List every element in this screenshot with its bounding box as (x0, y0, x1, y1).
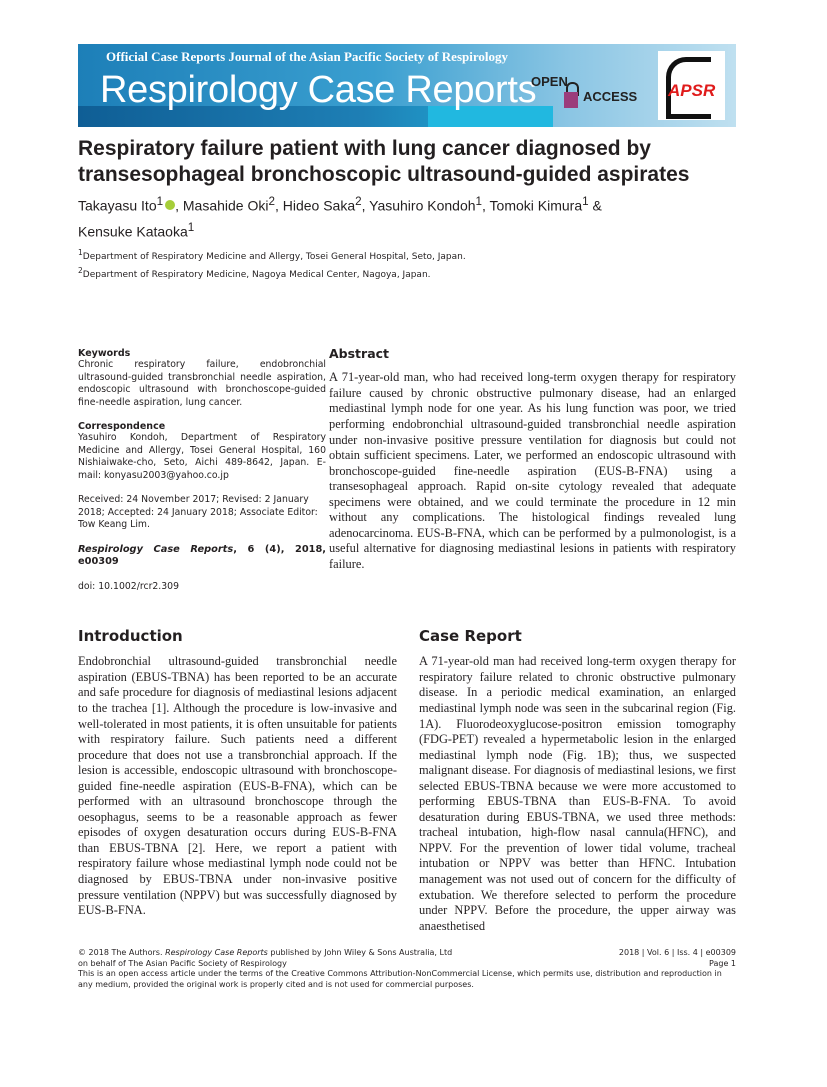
affiliations: $^1$Department of Respiratory Medicine and Allergy, Tosei General Hospital, Seto, Japan. $^2$Department of Respiratory Medicine, Nagoya Medical Center, Nagoya, Japan. (78, 248, 466, 281)
case-report-heading: Case Report (419, 627, 522, 646)
issue-info: 2018 | Vol. 6 | Iss. 4 | e00309 (618, 948, 736, 958)
introduction-heading: Introduction (78, 627, 183, 646)
page-footer (78, 948, 736, 990)
keywords-heading: Keywords (78, 348, 131, 360)
correspondence-heading: Correspondence (78, 421, 166, 433)
page-number: Page 1 (709, 958, 736, 968)
case-report-text: A 71-year-old man had received long-term oxygen therapy for respiratory failure related to chronic obstructive pulmonary disease. In a periodic medical examination, an enlarged mediastinal lymph node was seen in the subcarinal region (Fig. 1A). Fluorodeoxyglucose-positron emission tomography (FDG-PET) revealed a hypermetabolic lesion in the enlarged mediastinal lymph node (Fig. 1B); thus, we suspected malignant disease. For diagnosis of mediastinal lesions, we first selected EBUS-TBNA because we were more accustomed to performing EBUS-TBNA than EUS-B-FNA. To avoid desaturation during EBUS-TBNA, we used three methods: tracheal intubation, high-flow nasal cannula(HFNC), and NPPV. For the prevention of lower tidal volume, tracheal intubation or NPPV was better than HFNC. Intubation management was not used out of concern for the difficulty of extubation. We therefore selected to perform the procedure under NPPV. Before the procedure, the upper airway was anaesthetised (419, 654, 736, 933)
article-info-sidebar (78, 348, 326, 605)
introduction-text: Endobronchial ultrasound-guided transbronchial needle aspiration (EBUS-TBNA) has been reported to be an accurate and safe procedure for diagnosis of mediastinal lesions adjacent to the trachea [1]. Although the procedure is low-invasive and well-tolerated in most patients, it is often unsuitable for patients with respiratory failure. Such patients need a different procedure that does not use a transbronchial approach. If the lesion is accessible, endoscopic ultrasound with bronchoscope-guided fine-needle aspiration (EUS-B-FNA), which can be performed with an ultrasound bronchoscope through the oesophagus, seems to be a reasonable approach as fewer episodes of oxygen desaturation occurs during EUS-B-FNA than EBUS-TBNA [2]. Here, we report a patient with respiratory failure whose mediastinal lymph node could not be diagnosed by EBUS-TBNA under non-invasive positive pressure ventilation (NPPV) but was successfully diagnosed by EUS-B-FNA. (78, 654, 397, 918)
citation: Respirology Case Reports, 6 (4), 2018, e00309 (78, 543, 326, 568)
apsr-logo: APSR (658, 51, 725, 120)
behalf: on behalf of The Asian Pacific Society of Respirology (78, 958, 287, 968)
license: This is an open access article under the terms of the Creative Commons Attribution-NonCommercial License, which permits use, distribution and reproduction in any medium, provided the original work is properly cited and is not used for commercial purposes. (78, 969, 722, 989)
keywords: Chronic respiratory failure, endobronchial ultrasound-guided transbronchial needle aspiration, endoscopic ultrasound with bronchoscope-guided fine-needle aspiration, lung cancer. (78, 359, 326, 408)
journal-name: Respirology Case Reports (100, 69, 537, 111)
abstract-heading: Abstract (329, 346, 390, 362)
journal-banner (78, 44, 736, 127)
journal-tagline: Official Case Reports Journal of the Asian Pacific Society of Respirology (106, 49, 508, 64)
article-title: Respiratory failure patient with lung cancer diagnosed by transesophageal bronchoscopic ultrasound-guided aspirates (78, 137, 690, 186)
orcid-icon[interactable] (165, 200, 175, 210)
dates: Received: 24 November 2017; Revised: 2 January 2018; Accepted: 24 January 2018; Associate Editor: Tow Keang Lim. (78, 494, 318, 531)
doi[interactable]: doi: 10.1002/rcr2.309 (78, 580, 180, 592)
copyright: © 2018 The Authors. Respirology Case Reports published by John Wiley & Sons Australia, Ltd (78, 948, 453, 958)
case-report-section (419, 627, 736, 934)
abstract-text: A 71-year-old man, who had received long-term oxygen therapy for respiratory failure caused by chronic obstructive pulmonary disease, had an enlarged mediastinal lymph node for one year. As his lung function was poor, we tried performing endobronchial ultrasound-guided transbronchial needle aspiration under non-invasive positive pressure ventilation for diagnosis but could not obtain sufficient specimens. Later, we performed an endoscopic ultrasound with bronchoscope-guided fine-needle aspiration (EUS-B-FNA) using a transesophageal approach. Rapid on-site cytology revealed that adequate specimens were obtained, and we could terminate the procedure in 12 min without any complications. The histological findings revealed lung adenocarcinoma. EUS-B-FNA, which can be performed by a pulmonologist, is a useful alternative for diagnosing mediastinal lesions in patients with respiratory failure. (329, 370, 736, 571)
open-lock-icon-body (564, 92, 578, 108)
access-label: ACCESS (583, 89, 638, 104)
abstract (329, 346, 736, 605)
introduction-section (78, 627, 397, 934)
open-access-label: OPEN (531, 74, 568, 89)
correspondence: Yasuhiro Kondoh, Department of Respiratory Medicine and Allergy, Tosei General Hospital, 160 Nishiaiwake-cho, Seto, Aichi 489-8642, Japan. E-mail: konyasu2003@yahoo.co.jp (78, 432, 326, 481)
author-list: Takayasu Ito$^1$ , Masahide Oki$^2$, Hideo Saka$^2$, Yasuhiro Kondoh$^1$, Tomoki Kimura$^1$ & Kensuke Kataoka$^1$ (78, 195, 602, 240)
